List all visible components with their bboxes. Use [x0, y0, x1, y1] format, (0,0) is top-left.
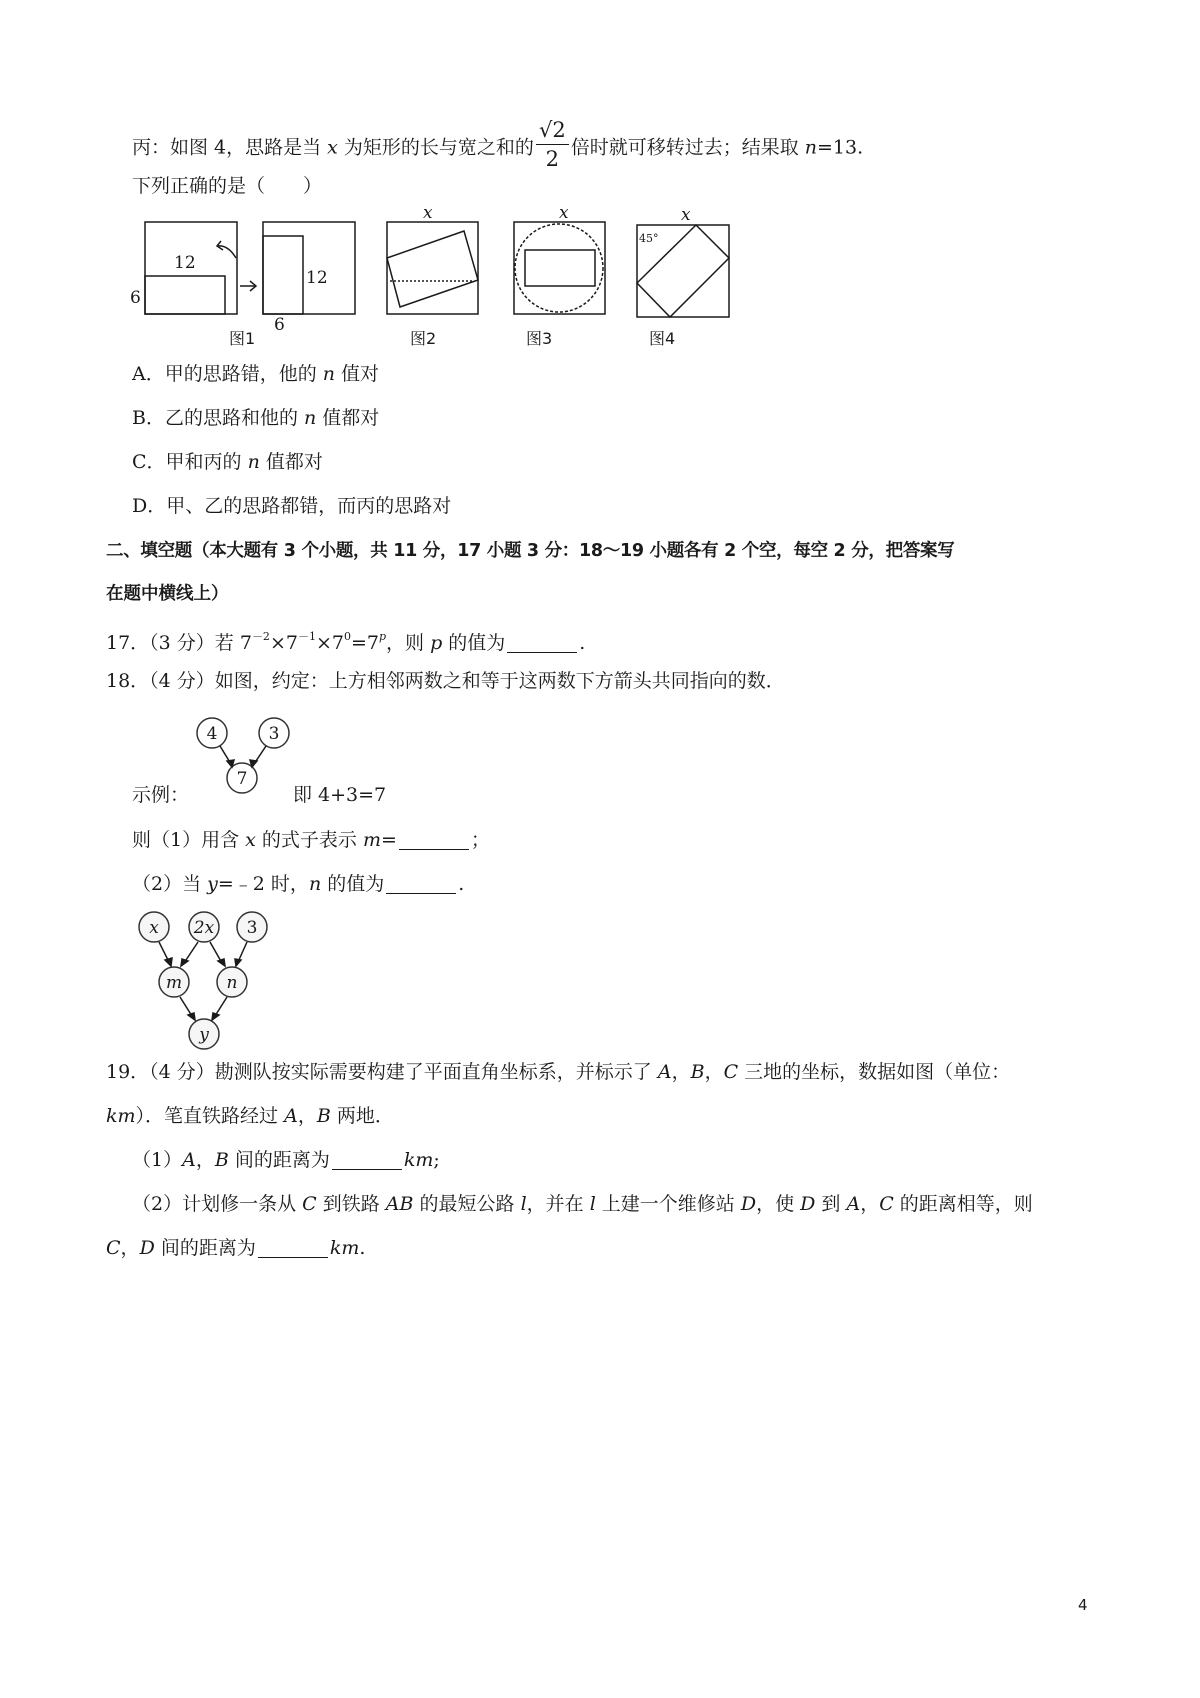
bing-tail: =13. [816, 136, 864, 159]
fig1-label-6b: 6 [274, 315, 285, 335]
q18-part2-n: n [308, 873, 322, 895]
example-node-7: 7 [236, 769, 248, 789]
tree-node-3: 3 [246, 918, 258, 938]
q17-answer-blank[interactable] [507, 630, 577, 653]
q17-pre: 17．（3 分）若 7 [106, 632, 252, 654]
q19-part2 [132, 1190, 1033, 1218]
rotation-figures [128, 200, 768, 350]
example-diagram [192, 715, 302, 797]
option-b-var: n [304, 407, 317, 429]
option-a [132, 360, 379, 388]
q19-line2-a: A [284, 1105, 298, 1127]
q19-p2-c2: ，并在 [526, 1193, 590, 1215]
figure-2 [387, 222, 478, 314]
q18-part1-mid: 的式子表示 [255, 829, 363, 851]
q19-p1-mid: 间的距离为 [228, 1149, 330, 1171]
q19-p1-b: B [214, 1149, 229, 1171]
q19-p1-pre: （1） [132, 1149, 183, 1171]
q19-p2-b: 的最短公路 [413, 1193, 521, 1215]
q18-part2-answer-blank[interactable] [386, 871, 456, 894]
q19-sep1: ， [671, 1061, 691, 1083]
q19-p3-c: C [106, 1237, 121, 1259]
example-equation: 即 4+3=7 [293, 784, 387, 806]
q19-p2-a: 到铁路 [316, 1193, 386, 1215]
q19-part1 [132, 1146, 440, 1174]
q18-part1-var: x [245, 829, 256, 851]
q17-end: . [579, 632, 586, 654]
q17-var-p: p [430, 632, 443, 654]
q17-mid4: ，则 [386, 632, 431, 654]
option-c-post: 值都对 [259, 451, 323, 473]
fig3-label-x: x [559, 203, 569, 223]
fig4-label-x: x [681, 205, 691, 225]
fig2-caption: 图2 [410, 329, 437, 348]
tree-node-n: n [226, 973, 238, 993]
sqrt2-over-2-fraction [536, 116, 569, 173]
q19-a: A [657, 1061, 672, 1083]
q19-p1-end: ; [433, 1149, 440, 1171]
option-c-text: C．甲和丙的 [132, 451, 248, 473]
figure-3 [514, 222, 605, 314]
tree-node-m: m [165, 973, 183, 993]
q19-b: B [690, 1061, 705, 1083]
q19-p2-d: 上建一个维修站 [595, 1193, 741, 1215]
option-c [132, 448, 323, 476]
q19-p1-sep: ， [195, 1149, 215, 1171]
option-a-post: 值对 [335, 363, 380, 385]
q18-part2-end: . [458, 873, 465, 895]
bing-prefix: 丙：如图 4，思路是当 [132, 136, 328, 159]
q19-line2-sep: ， [297, 1105, 317, 1127]
fig4-caption: 图4 [649, 329, 676, 348]
q19-p2-l: l [520, 1193, 527, 1215]
q19-p2-f: 到 [815, 1193, 847, 1215]
option-c-var: n [247, 451, 260, 473]
q19-line2-b: B [316, 1105, 331, 1127]
q19-line2-pre: ）．笔直铁路经过 [135, 1105, 285, 1127]
q19-part2-answer-blank[interactable] [258, 1235, 328, 1258]
q18-part1-answer-blank[interactable] [399, 827, 469, 850]
q19-line2 [106, 1102, 394, 1130]
q17-mid2: ×7 [315, 632, 344, 654]
option-b-post: 值都对 [316, 407, 380, 429]
section2-heading-line1: 二、填空题（本大题有 3 个小题，共 11 分，17 小题 3 分：18～19 小题各有 2 个空，每空 2 分，把答案写 [106, 541, 955, 561]
page-number: 4 [1078, 1596, 1088, 1614]
fraction-denominator: 2 [545, 147, 559, 171]
q19-p2-c: C [302, 1193, 317, 1215]
q19-part1-answer-blank[interactable] [332, 1147, 402, 1170]
q19-line1-post: 三地的坐标，数据如图（单位： [738, 1061, 1011, 1083]
q17-exp4: p [378, 630, 387, 643]
q19-p2-avar: A [846, 1193, 861, 1215]
option-b-text: B．乙的思路和他的 [132, 407, 305, 429]
fig3-caption: 图3 [526, 329, 553, 348]
fig1-label-12a: 12 [174, 253, 196, 273]
q19-part2-cont [106, 1234, 365, 1262]
q19-line2-post: 两地． [330, 1105, 394, 1127]
option-b [132, 404, 379, 432]
q19-p3-unit: km [329, 1237, 360, 1259]
q19-sep2: ， [704, 1061, 724, 1083]
q19-p2-e: ，使 [756, 1193, 801, 1215]
q17-exp2: －1 [297, 630, 316, 643]
q18-part1-pre: 则（1）用含 [132, 829, 246, 851]
q17-post: 的值为 [442, 632, 506, 654]
q19-p1-a: A [182, 1149, 196, 1171]
q19-p2-sep: ， [860, 1193, 880, 1215]
fig1-caption: 图1 [229, 329, 256, 348]
q19-line1-pre: 19．（4 分）勘测队按实际需要构建了平面直角坐标系，并标示了 [106, 1061, 658, 1083]
example-label: 示例： [132, 784, 190, 806]
tree-node-y: y [199, 1025, 209, 1045]
q19-km-unit: km [106, 1105, 136, 1127]
q19-p2-dvar2: D [800, 1193, 816, 1215]
q19-p3-d: D [139, 1237, 155, 1259]
fig2-label-x: x [423, 203, 433, 223]
q17-exp3: 0 [343, 630, 351, 643]
q18-part1 [132, 826, 490, 854]
q19-p2-dvar: D [740, 1193, 757, 1215]
fig1-label-6a: 6 [130, 288, 141, 308]
tree-node-x: x [149, 918, 159, 938]
q19-p2-l2: l [589, 1193, 596, 1215]
option-d [132, 492, 451, 520]
bing-mid: 为矩形的长与宽之和的 [337, 136, 534, 159]
tree-node-2x: 2x [193, 918, 215, 938]
var-x: x [327, 136, 338, 159]
bing-line [132, 120, 863, 177]
var-n: n [804, 136, 817, 159]
q17-mid3: =7 [350, 632, 379, 654]
question-prompt: 下列正确的是（ ） [132, 175, 323, 197]
fraction-numerator: √2 [536, 116, 569, 145]
example-node-4: 4 [206, 724, 218, 744]
q17-exp1: －2 [251, 630, 270, 643]
q18-part1-eq: = [380, 829, 397, 851]
fig1-label-12b: 12 [306, 268, 328, 288]
q19-p2-cvar: C [879, 1193, 894, 1215]
q18-part2 [132, 870, 464, 898]
q18-part2-y: y [207, 873, 218, 895]
bing-suffix: 倍时就可移转过去；结果取 [570, 136, 805, 159]
fig4-angle-label: 45° [639, 232, 659, 245]
q18-part2-mid: =﹣2 时， [217, 873, 309, 895]
q18-part1-m: m [362, 829, 381, 851]
q19-p1-unit: km [403, 1149, 434, 1171]
q18-intro: 18．（4 分）如图，约定：上方相邻两数之和等于这两数下方箭头共同指向的数． [106, 670, 785, 692]
q19-p3-end: . [359, 1237, 366, 1259]
option-d-text: D．甲、乙的思路都错，而丙的思路对 [132, 495, 452, 517]
option-a-text: A．甲的思路错，他的 [132, 363, 323, 385]
example-node-3: 3 [268, 724, 280, 744]
q18-tree-diagram [132, 910, 282, 1050]
q19-p3-mid: 间的距离为 [154, 1237, 256, 1259]
q19-c: C [723, 1061, 739, 1083]
option-a-var: n [322, 363, 336, 385]
q18-part2-post: 的值为 [321, 873, 385, 895]
q19-p2-ab: AB [385, 1193, 414, 1215]
q17 [106, 623, 585, 657]
section2-heading-line2: 在题中横线上） [106, 584, 229, 604]
q18-part2-pre: （2）当 [132, 873, 208, 895]
q19-line1 [106, 1058, 1010, 1086]
q19-p2-g: 的距离相等，则 [893, 1193, 1033, 1215]
q19-p3-sep: ， [120, 1237, 140, 1259]
q17-mid1: ×7 [269, 632, 298, 654]
q18-part1-end: ； [470, 829, 490, 851]
q19-p2-pre: （2）计划修一条从 [132, 1193, 303, 1215]
